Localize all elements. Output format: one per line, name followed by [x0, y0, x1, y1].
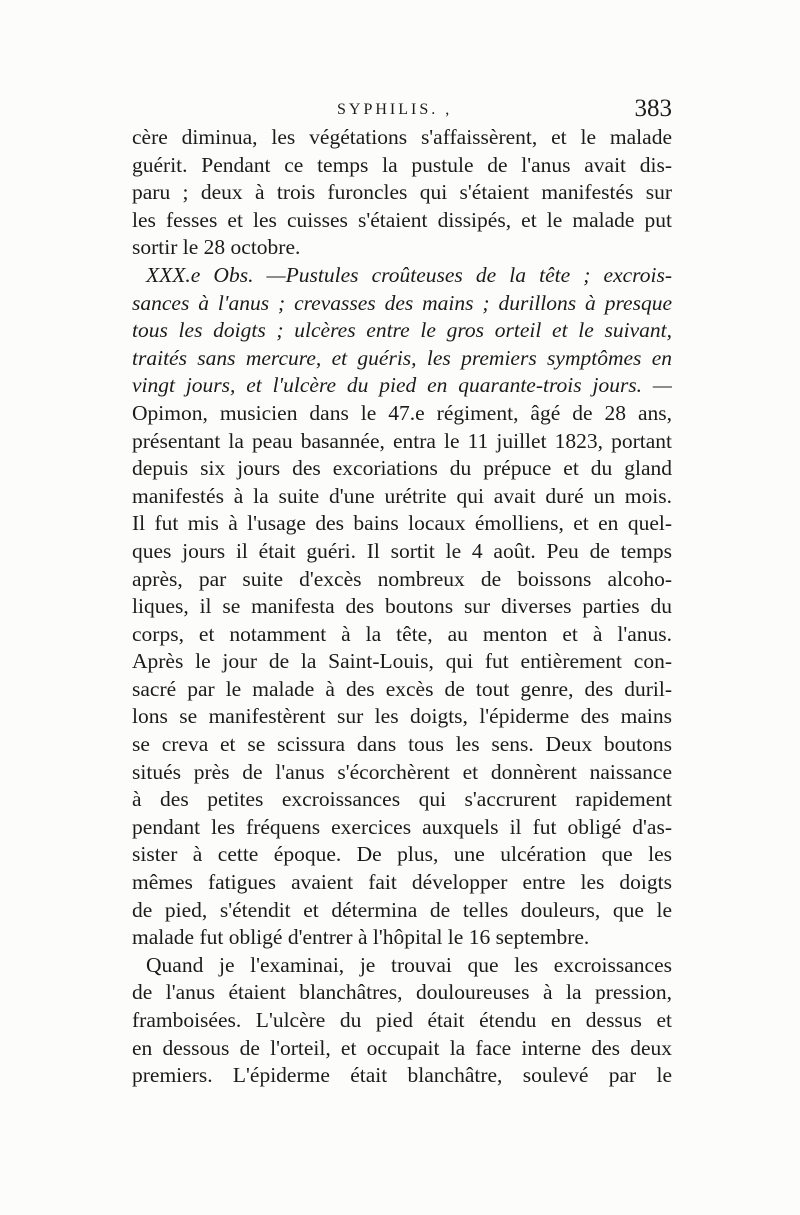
text-line: premiers. L'épiderme était blanchâtre, soulevé par le: [132, 1063, 672, 1088]
page-number: 383: [634, 95, 672, 122]
text-line: se creva et se scissura dans tous les sens. Deux boutons: [132, 732, 672, 757]
text-line: sister à cette époque. De plus, une ulcération que les: [132, 842, 672, 867]
text-line: corps, et notamment à la tête, au menton et à l'anus.: [132, 621, 672, 646]
text-line: les fesses et les cuisses s'étaient dissipés, et le malade put: [132, 207, 672, 232]
text-line: à des petites excroissances qui s'accrurent rapidement: [132, 787, 672, 812]
text-line: malade fut obligé d'entrer à l'hôpital le 16 septembre.: [132, 925, 590, 950]
text-line: sances à l'anus ; crevasses des mains ; durillons à presque: [132, 290, 672, 315]
text-line: tous les doigts ; ulcères entre le gros orteil et le suivant,: [132, 318, 672, 343]
text-line: en dessous de l'orteil, et occupait la face interne des deux: [132, 1035, 672, 1060]
text-line: Après le jour de la Saint-Louis, qui fut entièrement con-: [132, 649, 672, 674]
text-line: guérit. Pendant ce temps la pustule de l'anus avait dis-: [132, 152, 672, 177]
text-line: sortir le 28 octobre.: [132, 235, 301, 260]
text-line: paru ; deux à trois furoncles qui s'étaient manifestés sur: [132, 180, 672, 205]
text-line: de l'anus étaient blanchâtres, douloureuses à la pression,: [132, 980, 672, 1005]
text-line: situés près de l'anus s'écorchèrent et donnèrent naissance: [132, 759, 672, 784]
text-line: ques jours il était guéri. Il sortit le 4 août. Peu de temps: [132, 538, 672, 563]
text-line: framboisées. L'ulcère du pied était étendu en dessus et: [132, 1008, 672, 1032]
text-line: liques, il se manifesta des boutons sur diverses parties du: [132, 594, 672, 619]
text-line: vingt jours, et l'ulcère du pied en quarante-trois jours. —: [132, 373, 672, 398]
text-line: Opimon, musicien dans le 47.e régiment, âgé de 28 ans,: [132, 400, 672, 425]
text-line: Quand je l'examinai, je trouvai que les excroissances: [146, 952, 672, 977]
body-text: [132, 124, 672, 1090]
running-title: SYPHILIS. ,: [337, 101, 453, 118]
text-line: après, par suite d'excès nombreux de boissons alcoho-: [132, 566, 672, 591]
text-line: de pied, s'étendit et détermina de telles douleurs, que le: [132, 897, 672, 922]
text-line: XXX.e Obs. —Pustules croûteuses de la tête ; excrois-: [146, 262, 672, 287]
text-line: pendant les fréquens exercices auxquels il fut obligé d'as-: [132, 814, 672, 839]
text-line: mêmes fatigues avaient fait développer entre les doigts: [132, 870, 672, 895]
text-line: lons se manifestèrent sur les doigts, l'épiderme des mains: [132, 704, 672, 729]
text-line: depuis six jours des excoriations du prépuce et du gland: [132, 456, 672, 481]
text-line: Il fut mis à l'usage des bains locaux émolliens, et en quel-: [132, 511, 672, 536]
text-line: traités sans mercure, et guéris, les premiers symptômes en: [132, 345, 672, 370]
text-line: manifestés à la suite d'une urétrite qui avait duré un mois.: [132, 483, 672, 508]
text-line: cère diminua, les végétations s'affaissèrent, et le malade: [132, 125, 672, 149]
text-line: présentant la peau basannée, entra le 11 juillet 1823, portant: [132, 428, 672, 453]
text-line: sacré par le malade à des excès de tout genre, des duril-: [132, 676, 672, 701]
running-head: [132, 95, 672, 125]
